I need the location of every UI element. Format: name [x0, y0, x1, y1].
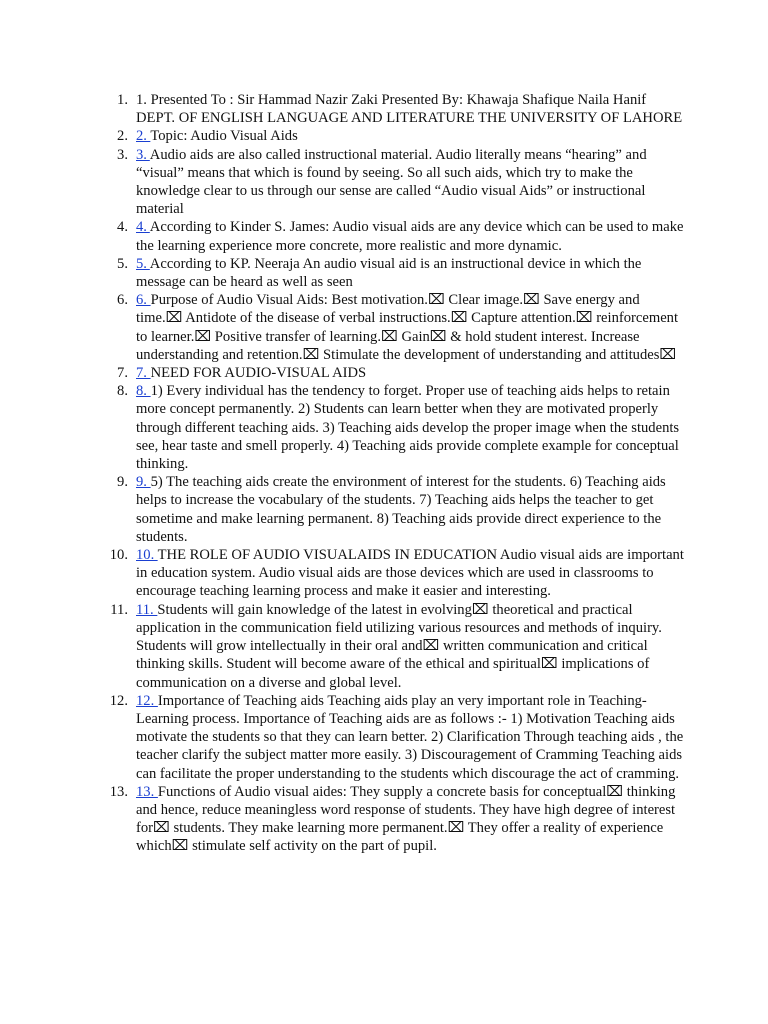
- list-item: [96, 382, 686, 473]
- item-number: 7.: [117, 365, 128, 382]
- item-link[interactable]: 9.: [136, 474, 151, 491]
- item-number: 3.: [117, 146, 128, 163]
- item-number: 6.: [117, 292, 128, 309]
- item-link[interactable]: 12.: [136, 692, 158, 709]
- item-text: Purpose of Audio Visual Aids: Best motivation.⌧ Clear image.⌧ Save energy and time.⌧ Antidote of the disease of verbal instructions.⌧ Capture attention.⌧ reinforcement to learner.⌧ Positive transfer of learning.⌧ Gain⌧ & hold student interest. Increase understanding and retention.⌧ Stimulate the development of understanding and attitudes⌧: [136, 292, 679, 363]
- item-text: Importance of Teaching aids Teaching aids play an very important role in Teaching-Learning process. Importance of Teaching aids are as follows :- 1) Motivation Teaching aids motivate the students so that they can learn better. 2) Clarification Through teaching aids , the teacher clarify the subject matter more easily. 3) Discouragement of Cramming Teaching aids can facilitate the proper understanding to the students which discourage the act of cramming.: [136, 692, 684, 782]
- item-link[interactable]: 3.: [136, 146, 150, 163]
- item-text: THE ROLE OF AUDIO VISUALAIDS IN EDUCATION Audio visual aids are important in education system. Audio visual aids are those devices which are used in classrooms to encourage teaching learning process and make it easier and interesting.: [136, 547, 684, 600]
- item-link[interactable]: 8.: [136, 383, 151, 400]
- list-item: [96, 291, 686, 364]
- item-text: Audio aids are also called instructional material. Audio literally means “hearing” and “visual” means that which is found by seeing. So all such aids, which try to make the knowledge clear to us through our sense are called “Audio visual Aids” or instructional material: [136, 146, 647, 218]
- item-number: 11.: [110, 601, 128, 618]
- item-text: Students will gain knowledge of the latest in evolving⌧ theoretical and practical application in the communication field utilizing various resources and methods of inquiry. Students will grow intellectually in their oral and⌧ written communication and critical thinking skills. Student will become aware of the ethical and spiritual⌧ implications of communication on a diverse and global level.: [136, 601, 662, 691]
- item-number: 2.: [117, 128, 128, 145]
- item-number: 12.: [109, 692, 128, 709]
- item-number: 4.: [117, 219, 128, 236]
- list-item: [96, 255, 686, 291]
- list-item: [96, 473, 686, 546]
- item-number: 8.: [117, 383, 128, 400]
- item-text: 1) Every individual has the tendency to forget. Proper use of teaching aids helps to retain more concept permanently. 2) Students can learn better when they are motivated properly through different teaching aids. 3) Teaching aids develop the proper image when the students see, hear taste and smell properly. 4) Teaching aids provide complete example for conceptual thinking.: [136, 383, 680, 473]
- item-text: NEED FOR AUDIO-VISUAL AIDS: [150, 365, 367, 382]
- list-item: [96, 601, 686, 692]
- list-item: [96, 91, 686, 127]
- list-item: [96, 218, 686, 254]
- item-text: According to KP. Neeraja An audio visual aid is an instructional device in which the message can be heard as well as seen: [136, 255, 642, 291]
- document-list: [96, 91, 686, 856]
- item-number: 5.: [117, 255, 128, 272]
- item-text: According to Kinder S. James: Audio visual aids are any device which can be used to make the learning experience more concrete, more realistic and more dynamic.: [136, 219, 684, 254]
- item-link[interactable]: 10.: [136, 547, 158, 564]
- item-text: Functions of Audio visual aides: They supply a concrete basis for conceptual⌧ thinking and hence, reduce meaningless word response of students. They have high degree of interest for⌧ students. They make learning more permanent.⌧ They offer a reality of experience which⌧ stimulate self activity on the part of pupil.: [136, 783, 676, 855]
- list-item: [96, 783, 686, 856]
- list-item: [96, 364, 686, 382]
- item-link[interactable]: 2.: [136, 128, 151, 145]
- item-number: 13.: [109, 783, 128, 800]
- item-number: 10.: [109, 547, 128, 564]
- item-number: 9.: [117, 474, 128, 491]
- list-item: [96, 692, 686, 783]
- item-text: 5) The teaching aids create the environment of interest for the students. 6) Teaching aids helps to increase the vocabulary of the students. 7) Teaching aids helps the teacher to get sometime and make learning permanent. 8) Teaching aids provide direct experience to the students.: [136, 474, 666, 545]
- list-item: [96, 127, 686, 145]
- item-number: 1.: [117, 92, 128, 108]
- item-link[interactable]: 4.: [136, 219, 150, 236]
- item-text: 1. Presented To : Sir Hammad Nazir Zaki Presented By: Khawaja Shafique Naila Hanif DEPT. OF ENGLISH LANGUAGE AND LITERATURE THE UNIVERSITY OF LAHORE: [136, 92, 683, 127]
- list-item: [96, 146, 686, 219]
- list-item: [96, 546, 686, 601]
- item-link[interactable]: 13.: [136, 783, 158, 800]
- item-link[interactable]: 11.: [136, 601, 158, 618]
- item-link[interactable]: 7.: [136, 365, 151, 382]
- item-link[interactable]: 6.: [136, 292, 151, 309]
- item-text: Topic: Audio Visual Aids: [150, 128, 298, 145]
- item-link[interactable]: 5.: [136, 255, 150, 272]
